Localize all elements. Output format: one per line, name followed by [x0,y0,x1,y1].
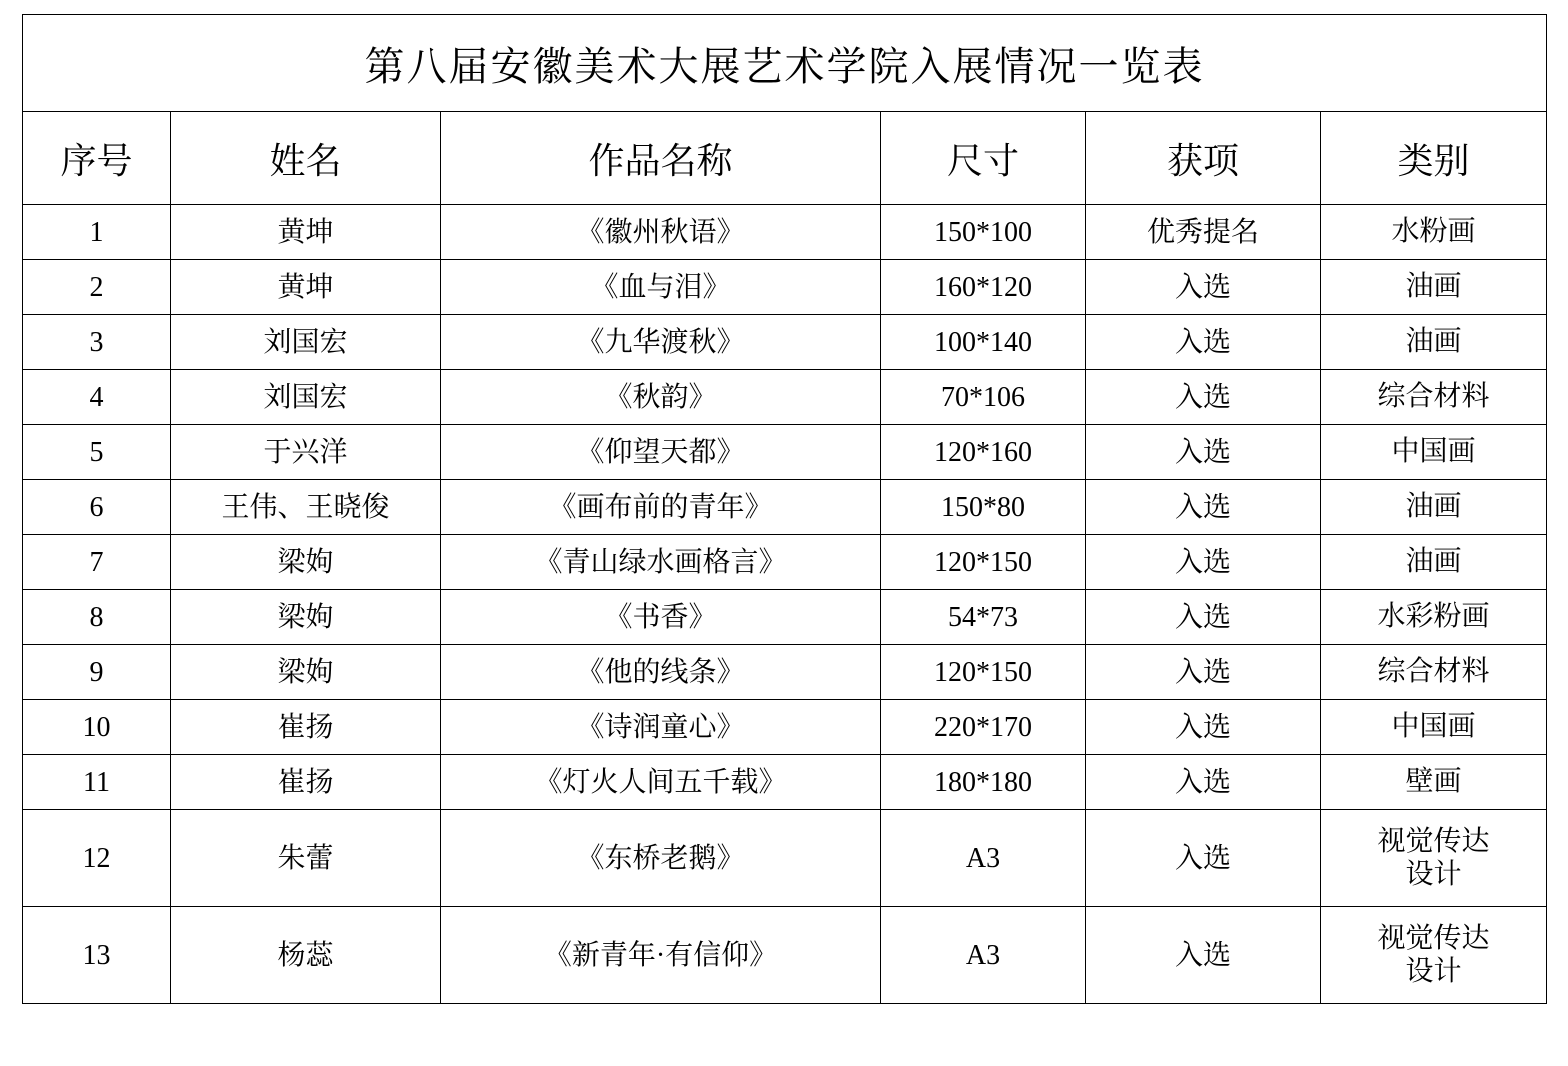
table-row [23,907,1547,1004]
cell-index: 2 [23,260,171,315]
table-row [23,700,1547,755]
table-row [23,480,1547,535]
cell-size: 220*170 [881,700,1086,755]
cell-size: 150*80 [881,480,1086,535]
cell-work: 《书香》 [441,590,881,645]
cell-name: 黄坤 [171,260,441,315]
cell-name: 杨蕊 [171,907,441,1004]
cell-category [1321,370,1547,425]
cell-category-line1: 壁画 [1405,766,1462,798]
cell-category [1321,315,1547,370]
cell-name: 崔扬 [171,755,441,810]
cell-award: 入选 [1086,645,1321,700]
table-row [23,370,1547,425]
cell-index: 10 [23,700,171,755]
cell-category-line1: 水粉画 [1391,216,1476,248]
cell-category-line2: 设计 [1405,859,1462,890]
cell-category-line2: 设计 [1405,956,1462,987]
cell-name: 梁姁 [171,590,441,645]
cell-award: 入选 [1086,755,1321,810]
table-row [23,590,1547,645]
cell-award: 优秀提名 [1086,205,1321,260]
cell-award: 入选 [1086,535,1321,590]
cell-index: 6 [23,480,171,535]
cell-work: 《徽州秋语》 [441,205,881,260]
cell-index: 13 [23,907,171,1004]
table-row [23,810,1547,907]
cell-category-line1: 油画 [1405,546,1462,578]
cell-work: 《灯火人间五千载》 [441,755,881,810]
column-header-index: 序号 [23,112,171,205]
cell-category-line1: 中国画 [1391,711,1476,743]
header-row [23,112,1547,205]
cell-index: 4 [23,370,171,425]
cell-category-line1: 油画 [1405,491,1462,523]
cell-category [1321,590,1547,645]
cell-work: 《他的线条》 [441,645,881,700]
cell-size: 150*100 [881,205,1086,260]
cell-category [1321,755,1547,810]
page-title: 第八届安徽美术大展艺术学院入展情况一览表 [23,15,1547,112]
cell-award: 入选 [1086,907,1321,1004]
cell-index: 8 [23,590,171,645]
cell-name: 刘国宏 [171,370,441,425]
cell-size: 120*150 [881,645,1086,700]
cell-size: 100*140 [881,315,1086,370]
cell-award: 入选 [1086,480,1321,535]
cell-size: 54*73 [881,590,1086,645]
cell-name: 梁姁 [171,535,441,590]
cell-category-line1: 视觉传达 [1377,825,1490,857]
cell-category [1321,907,1547,1004]
cell-award: 入选 [1086,260,1321,315]
cell-name: 黄坤 [171,205,441,260]
cell-work: 《血与泪》 [441,260,881,315]
cell-work: 《新青年·有信仰》 [441,907,881,1004]
cell-work: 《九华渡秋》 [441,315,881,370]
cell-category [1321,645,1547,700]
cell-category [1321,810,1547,907]
cell-award: 入选 [1086,425,1321,480]
cell-size: 70*106 [881,370,1086,425]
cell-category [1321,480,1547,535]
cell-category-line1: 中国画 [1391,436,1476,468]
table-row [23,645,1547,700]
cell-award: 入选 [1086,700,1321,755]
cell-category-line1: 水彩粉画 [1377,601,1490,633]
cell-size: 120*150 [881,535,1086,590]
cell-size: 160*120 [881,260,1086,315]
cell-category-line1: 综合材料 [1377,656,1490,688]
cell-award: 入选 [1086,315,1321,370]
table-row [23,755,1547,810]
cell-work: 《画布前的青年》 [441,480,881,535]
cell-index: 7 [23,535,171,590]
table-row [23,535,1547,590]
cell-size: 180*180 [881,755,1086,810]
cell-index: 12 [23,810,171,907]
cell-category [1321,260,1547,315]
cell-name: 王伟、王晓俊 [171,480,441,535]
cell-name: 梁姁 [171,645,441,700]
cell-index: 9 [23,645,171,700]
cell-size: A3 [881,907,1086,1004]
title-row [23,15,1547,112]
cell-index: 5 [23,425,171,480]
column-header-name: 姓名 [171,112,441,205]
cell-category-line1: 综合材料 [1377,381,1490,413]
column-header-size: 尺寸 [881,112,1086,205]
cell-work: 《青山绿水画格言》 [441,535,881,590]
cell-work: 《诗润童心》 [441,700,881,755]
cell-size: 120*160 [881,425,1086,480]
column-header-work: 作品名称 [441,112,881,205]
cell-category [1321,700,1547,755]
cell-category-line1: 油画 [1405,326,1462,358]
table-row [23,205,1547,260]
table-row [23,260,1547,315]
cell-category [1321,205,1547,260]
table-row [23,315,1547,370]
table-row [23,425,1547,480]
cell-category-line1: 油画 [1405,271,1462,303]
cell-name: 于兴洋 [171,425,441,480]
cell-category-line1: 视觉传达 [1377,922,1490,954]
cell-index: 11 [23,755,171,810]
cell-name: 刘国宏 [171,315,441,370]
table-body [23,15,1547,1004]
cell-name: 朱蕾 [171,810,441,907]
cell-category [1321,535,1547,590]
cell-work: 《东桥老鹅》 [441,810,881,907]
cell-work: 《秋韵》 [441,370,881,425]
cell-name: 崔扬 [171,700,441,755]
exhibition-table [22,14,1547,1004]
cell-work: 《仰望天都》 [441,425,881,480]
column-header-category: 类别 [1321,112,1547,205]
cell-award: 入选 [1086,810,1321,907]
cell-index: 3 [23,315,171,370]
column-header-award: 获项 [1086,112,1321,205]
cell-index: 1 [23,205,171,260]
cell-award: 入选 [1086,370,1321,425]
cell-award: 入选 [1086,590,1321,645]
cell-category [1321,425,1547,480]
cell-size: A3 [881,810,1086,907]
